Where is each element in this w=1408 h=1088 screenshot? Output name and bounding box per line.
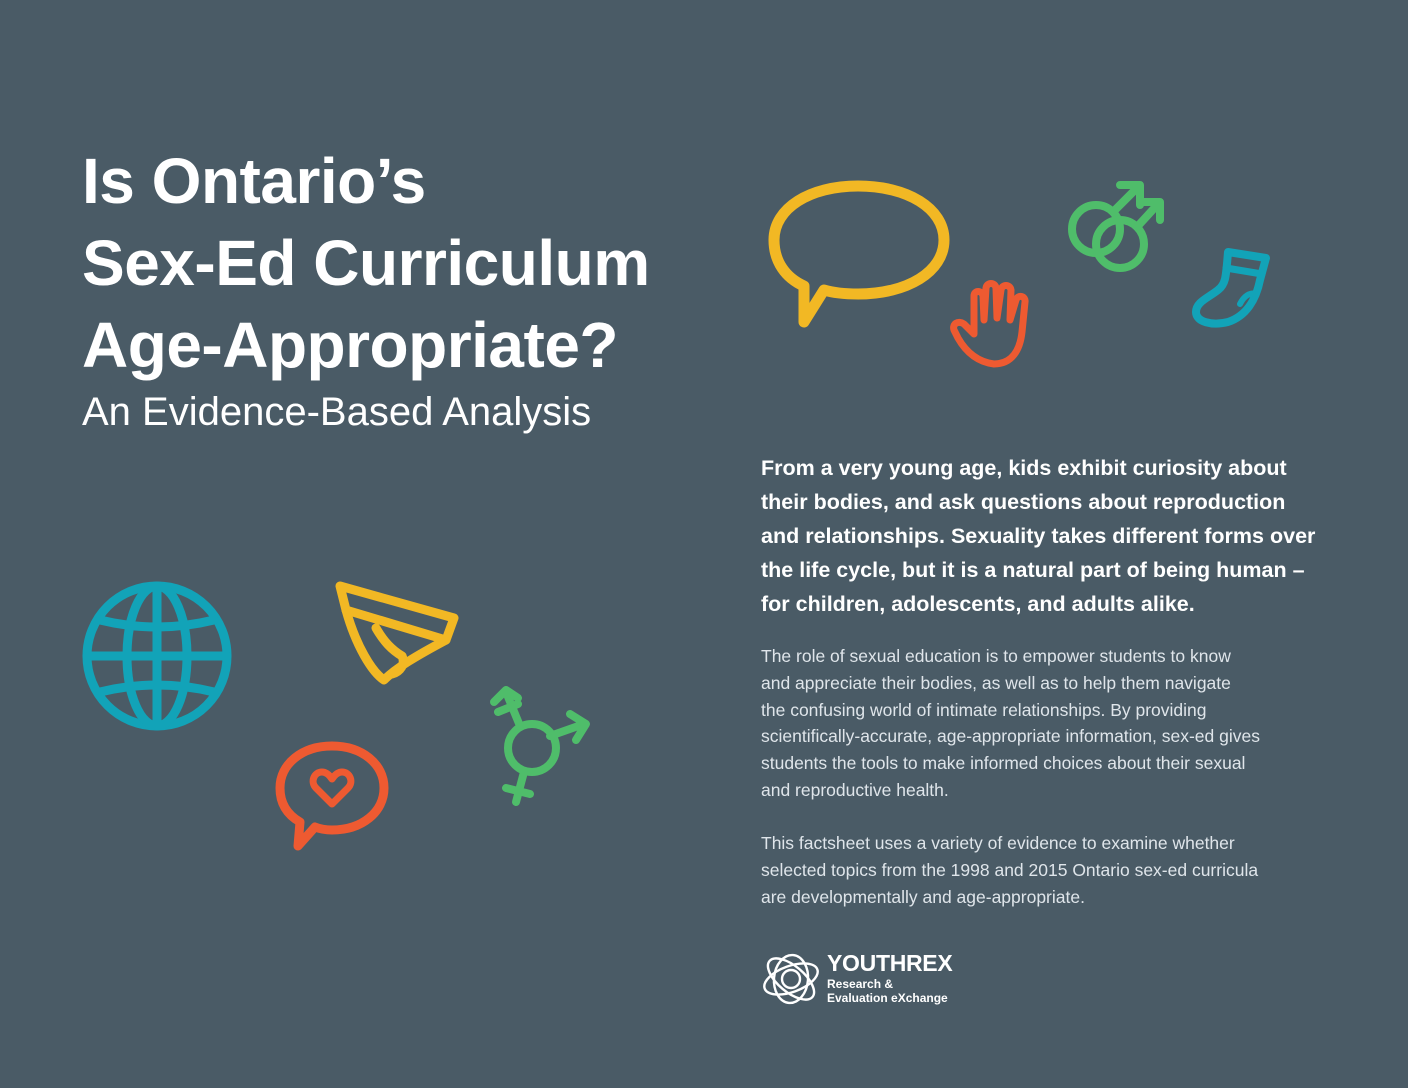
body-line: the confusing world of intimate relationships. By providing [761,699,1207,720]
lead-line: for children, adolescents, and adults alike. [761,592,1195,616]
underwear-icon [326,576,466,694]
male-symbols-icon [1062,174,1166,278]
globe-icon [76,576,240,736]
hand-icon [946,272,1050,376]
transgender-symbol-icon [484,684,596,810]
body-line: are developmentally and age-appropriate. [761,886,1085,907]
sock-icon [1184,238,1280,334]
heart-speech-bubble-icon [270,738,400,858]
lead-line: From a very young age, kids exhibit curiosity about [761,456,1287,480]
page-subtitle: An Evidence-Based Analysis [82,390,592,434]
youthrex-logo-mark-icon [760,948,822,1010]
title-line: Age-Appropriate? [82,309,618,381]
lead-line: and relationships. Sexuality takes different forms over [761,524,1316,548]
title-line: Sex-Ed Curriculum [82,227,650,299]
body-paragraph-1 [761,643,1361,804]
page-title [82,140,722,386]
logo-tagline-line: Research & [827,977,894,991]
logo-tagline [827,977,948,1005]
logo-name: YOUTHREX [827,950,953,976]
lead-paragraph [761,451,1361,621]
lead-line: the life cycle, but it is a natural part of being human – [761,558,1305,582]
title-line: Is Ontario’s [82,145,426,217]
logo-tagline-line: Evaluation eXchange [827,991,948,1005]
body-line: This factsheet uses a variety of evidence to examine whether [761,833,1235,853]
body-line: and appreciate their bodies, as well as to help them navigate [761,672,1231,693]
body-line: students the tools to make informed choices about their sexual [761,753,1246,774]
lead-line: their bodies, and ask questions about reproduction [761,490,1286,514]
body-paragraph-2 [761,830,1361,910]
body-line: The role of sexual education is to empower students to know [761,646,1231,666]
body-line: and reproductive health. [761,779,949,800]
body-line: selected topics from the 1998 and 2015 Ontario sex-ed curricula [761,859,1259,880]
body-line: scientifically-accurate, age-appropriate information, sex-ed gives [761,726,1260,747]
speech-bubble-icon [766,176,952,332]
youthrex-logo [760,948,1020,1012]
